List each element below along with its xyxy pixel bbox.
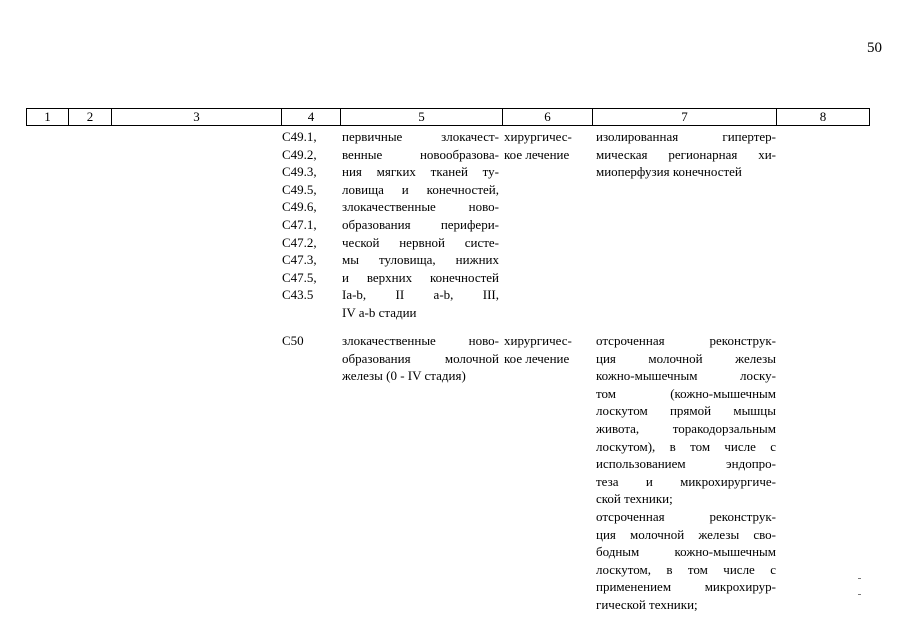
header-col-8: 8 bbox=[819, 109, 827, 124]
row-2-method bbox=[596, 332, 776, 614]
header-col-2: 2 bbox=[69, 109, 112, 125]
description-line: ческой нервной систе- bbox=[342, 234, 499, 250]
code-line: C47.2, bbox=[282, 234, 317, 250]
description-line: образования молочной bbox=[342, 350, 499, 366]
row-1-codes bbox=[282, 128, 340, 304]
method-line: отсроченная реконструк- bbox=[596, 333, 776, 348]
code-line: C43.5 bbox=[282, 287, 314, 303]
method-line: отсроченная реконструк- bbox=[596, 508, 776, 524]
table-header-row bbox=[26, 108, 870, 126]
method-line: изолированная гипертер- bbox=[596, 129, 776, 144]
method-line: лоскутом), в том числе с bbox=[596, 438, 776, 454]
description-line: железы (0 - IV стадия) bbox=[342, 368, 466, 384]
description-line: венные новообразова- bbox=[342, 146, 499, 162]
method-line: ской техники; bbox=[596, 491, 673, 507]
method-line: миоперфузия конечностей bbox=[596, 164, 742, 180]
description-line: мы туловища, нижних bbox=[342, 252, 499, 268]
method-line: мическая регионарная хи- bbox=[596, 146, 776, 162]
method-line: применением микрохирур- bbox=[596, 579, 776, 595]
method-line: кожно-мышечным лоску- bbox=[596, 368, 776, 384]
code-line: C47.5, bbox=[282, 269, 317, 285]
method-line: лоскутом, в том числе с bbox=[596, 561, 776, 577]
method-line: ция молочной железы bbox=[596, 350, 776, 366]
treatment-line: хирургичес- bbox=[504, 129, 572, 144]
treatment-line: кое лечение bbox=[504, 350, 570, 366]
description-line: ния мягких тканей ту- bbox=[342, 164, 499, 180]
code-line: C49.1, bbox=[282, 129, 317, 144]
page-number: 50 bbox=[867, 40, 882, 56]
code-line: C49.6, bbox=[282, 199, 317, 215]
row-2-codes bbox=[282, 332, 340, 350]
scan-speck bbox=[858, 594, 861, 595]
method-line: бодным кожно-мышечным bbox=[596, 544, 776, 560]
method-line: ция молочной железы сво- bbox=[596, 526, 776, 542]
header-col-6: 6 bbox=[503, 109, 593, 125]
method-line: теза и микрохирургиче- bbox=[596, 473, 776, 489]
description-line: ловища и конечностей, bbox=[342, 181, 499, 197]
code-line: C47.1, bbox=[282, 216, 317, 232]
method-line: использованием эндопро- bbox=[596, 456, 776, 472]
row-1-method bbox=[596, 128, 776, 181]
description-line: образования перифери- bbox=[342, 216, 499, 232]
header-col-7: 7 bbox=[593, 109, 777, 125]
method-line: том (кожно-мышечным bbox=[596, 385, 776, 401]
treatment-line: хирургичес- bbox=[504, 333, 572, 348]
description-line: злокачественные ново- bbox=[342, 199, 499, 215]
scan-speck bbox=[858, 578, 861, 579]
row-1-description bbox=[342, 128, 499, 322]
treatment-line: кое лечение bbox=[504, 146, 570, 162]
description-line: злокачественные ново- bbox=[342, 333, 499, 348]
row-2-treatment bbox=[504, 332, 586, 367]
header-col-3: 3 bbox=[112, 109, 282, 125]
header-col-5: 5 bbox=[341, 109, 503, 125]
row-2-description bbox=[342, 332, 499, 385]
method-line: лоскутом прямой мышцы bbox=[596, 403, 776, 419]
code-line: C50 bbox=[282, 333, 304, 348]
code-line: C49.2, bbox=[282, 146, 317, 162]
header-col-1: 1 bbox=[27, 109, 69, 125]
description-line: IV a-b стадии bbox=[342, 304, 417, 320]
method-line: гической техники; bbox=[596, 596, 698, 612]
description-line: первичные злокачест- bbox=[342, 129, 499, 144]
method-line: живота, торакодорзальным bbox=[596, 420, 776, 436]
code-line: C47.3, bbox=[282, 252, 317, 268]
code-line: C49.3, bbox=[282, 164, 317, 180]
description-line: Ia-b, II a-b, III, bbox=[342, 287, 499, 303]
row-1-treatment bbox=[504, 128, 586, 163]
header-col-4: 4 bbox=[282, 109, 341, 125]
code-line: C49.5, bbox=[282, 181, 317, 197]
description-line: и верхних конечностей bbox=[342, 269, 499, 285]
